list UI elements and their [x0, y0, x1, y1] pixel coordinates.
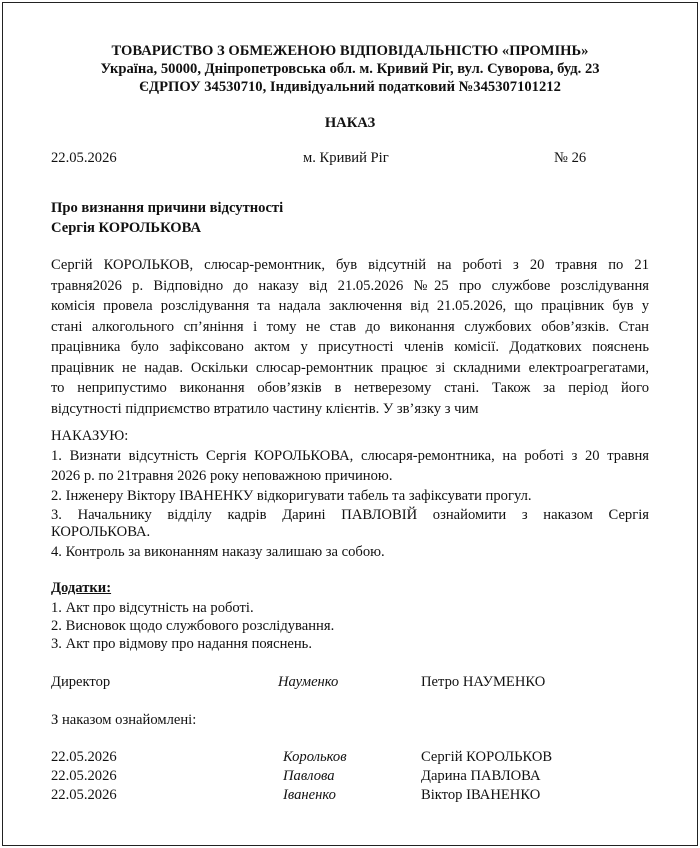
org-address: Україна, 50000, Дніпропетровська обл. м. Кривий Ріг, вул. Суворова, буд. 23 — [100, 61, 600, 77]
document-place: м. Кривий Ріг — [303, 150, 389, 166]
order-item-3: 3. Начальнику відділу кадрів Дарині ПАВЛОВІЙ ознайомити з наказом Сергія — [51, 507, 649, 523]
acquainted-date: 22.05.2026 — [51, 768, 117, 784]
acquainted-name: Дарина ПАВЛОВА — [421, 768, 541, 784]
acquainted-date: 22.05.2026 — [51, 749, 117, 765]
acquainted-signature: Корольков — [283, 749, 347, 765]
body-line: то неприпустимо виконання обов’язків в нетверезому стані. Також за період його — [51, 380, 649, 396]
acquainted-signature: Павлова — [283, 768, 335, 784]
body-line: комісія провела розслідування та надала заключення від 21.05.2026, що працівник був у — [51, 298, 649, 314]
order-item-2: 2. Інженеру Віктору ІВАНЕНКУ відкоригувати табель та зафіксувати прогул. — [51, 488, 532, 504]
subject-line-2: Сергія КОРОЛЬКОВА — [51, 220, 202, 236]
attachments-label: Додатки: — [51, 580, 112, 596]
document-date: 22.05.2026 — [51, 150, 117, 166]
org-codes: ЄДРПОУ 34530710, Індивідуальний податковий №345307101212 — [139, 79, 561, 95]
signatory-position: Директор — [51, 674, 111, 690]
acquainted-name: Сергій КОРОЛЬКОВ — [421, 749, 553, 765]
body-line: працівник не надав. Оскільки слюсар-ремонтник працює зі складними електроагрегатами, — [51, 359, 649, 376]
document-number: № 26 — [554, 150, 587, 166]
body-line: травня2026 р. Відповідно до наказу від 21.05.2026 №25 про службове розслідування — [51, 277, 649, 294]
document-title: НАКАЗ — [324, 115, 376, 131]
attachment-item: 1. Акт про відсутність на роботі. — [51, 600, 254, 616]
order-item-4: 4. Контроль за виконанням наказу залишаю за собою. — [51, 544, 385, 560]
acquainted-label: З наказом ознайомлені: — [51, 712, 197, 728]
acquainted-name: Віктор ІВАНЕНКО — [421, 787, 541, 803]
body-line: Сергій КОРОЛЬКОВ, слюсар-ремонтник, був відсутній на роботі з 20 травня по 21 — [51, 257, 649, 273]
order-label: НАКАЗУЮ: — [51, 428, 129, 444]
order-item-1: 1. Визнати відсутність Сергія КОРОЛЬКОВА, слюсаря-ремонтника, на роботі з 20 травня — [51, 448, 649, 464]
order-item-1-cont: 2026 р. по 21травня 2026 року неповажною причиною. — [51, 468, 393, 484]
acquainted-signature: Іваненко — [283, 787, 336, 803]
director-signature: Науменко — [278, 674, 339, 690]
attachment-item: 3. Акт про відмову про надання пояснень. — [51, 636, 312, 652]
order-item-3-cont: КОРОЛЬКОВА. — [51, 524, 151, 540]
document-page — [2, 2, 698, 846]
org-name: ТОВАРИСТВО З ОБМЕЖЕНОЮ ВІДПОВІДАЛЬНІСТЮ «ПРОМІНЬ» — [111, 43, 589, 59]
body-line: відсутності підприємство втратило частину клієнтів. У зв’язку з чим — [51, 400, 479, 417]
body-line: працівника було зафіксовано актом у присутності членів комісії. Додаткових пояснень — [51, 339, 649, 355]
attachment-item: 2. Висновок щодо службового розслідування. — [51, 618, 335, 634]
body-line: стані алкогольного сп’яніння і тому не став до виконання службових обов’язків. Стан — [51, 318, 649, 335]
signatory-name: Петро НАУМЕНКО — [421, 674, 546, 690]
acquainted-date: 22.05.2026 — [51, 787, 117, 803]
subject-line-1: Про визнання причини відсутності — [51, 200, 284, 216]
